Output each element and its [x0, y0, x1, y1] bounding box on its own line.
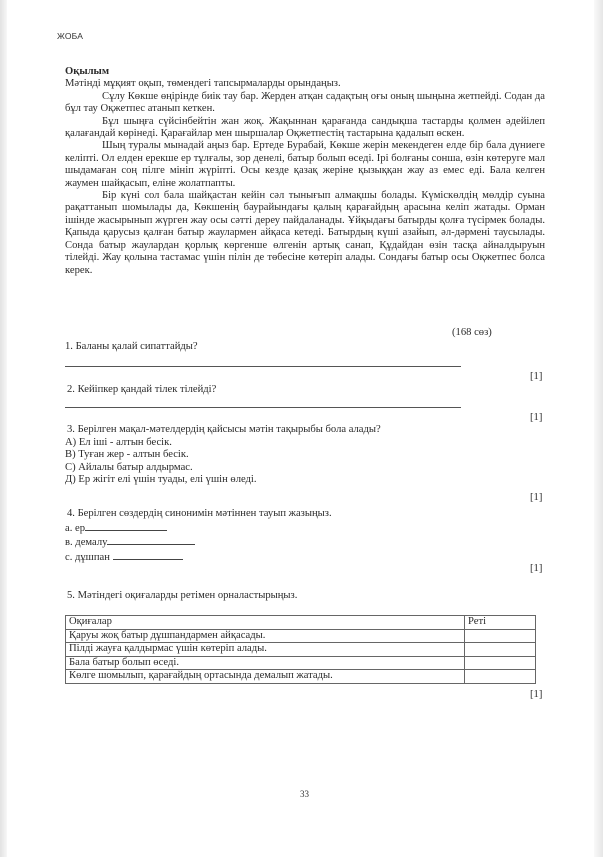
- order-cell[interactable]: [465, 670, 536, 684]
- reading-section: [65, 66, 545, 277]
- table-row: [66, 629, 536, 643]
- text-paragraph-2: Бұл шыңға сүйсінбейтін жан жоқ. Жақыннан қарағанда сандықша тастарды қолмен әдейілеп қалағандай көрінеді. Қарағайлар мен шыршалар Оқжетпестің тастарына қадалып өскен.: [65, 115, 545, 140]
- instruction-text: Мәтінді мұқият оқып, төмендегі тапсырмаларды орындаңыз.: [65, 78, 341, 90]
- question-2-mark: [1]: [530, 412, 543, 423]
- synonym-item-b: [65, 535, 195, 549]
- table-row: [66, 643, 536, 657]
- question-4-items: [65, 521, 195, 564]
- synonym-answer-blank[interactable]: [85, 521, 167, 531]
- order-cell[interactable]: [465, 629, 536, 643]
- page-shadow-left: [0, 0, 7, 857]
- synonym-answer-blank[interactable]: [113, 550, 183, 560]
- table-header-row: [66, 616, 536, 630]
- question-1-answer-line[interactable]: [65, 366, 461, 367]
- question-3-mark: [1]: [530, 492, 543, 503]
- option-c[interactable]: С) Айлалы батыр алдырмас.: [65, 461, 193, 473]
- page-number: 33: [300, 789, 309, 799]
- option-a[interactable]: А) Ел іші - алтын бесік.: [65, 437, 172, 448]
- question-3-options: [65, 437, 257, 487]
- order-cell[interactable]: [465, 656, 536, 670]
- synonym-word: а. ер: [65, 523, 85, 534]
- synonym-item-c: [65, 550, 195, 564]
- option-b[interactable]: В) Туған жер - алтын бесік.: [65, 449, 189, 461]
- synonym-word: в. демалу: [65, 537, 108, 549]
- question-4: 4. Берілген сөздердің синонимін мәтіннен тауып жазыңыз.: [67, 508, 332, 519]
- text-paragraph-4: Бір күні сол бала шайқастан кейін сәл тынығып алмақшы болады. Күміскөлдің мөлдір суына рақаттанып шомылады да, Көкшенің баурайындағы қалың қарағайдың арасына келіп жатады. Орман ішінде жасырынып жүрген жау осы сәтті дереу пайдаланады. Ұйқыдағы батырды қолға түсірмек болады. Қапыда қарусыз қалған батыр жаулармен айқаса кетеді. Батырдың күші азайып, әл-дәрмені таусылады. Сонда батыр жаулардан қорлық көргенше өлгенін артық санап, Құдайдан өзін тасқа айналдыруын тілейді. Жау қолына тастамас үшін пілін де төбесіне көтеріп алады. Сондағы батыр осы Оқжетпес болса керек.: [65, 190, 545, 276]
- order-cell[interactable]: [465, 643, 536, 657]
- page-shadow-right: [594, 0, 603, 857]
- question-3: 3. Берілген мақал-мәтелдердің қайсысы мәтін тақырыбы бола алады?: [67, 424, 381, 435]
- draft-header-mark: ЖОБА: [57, 31, 84, 41]
- event-cell: Қаруы жоқ батыр дұшпандармен айқасады.: [66, 629, 465, 643]
- section-title: Оқылым: [65, 66, 110, 77]
- events-order-table: [65, 615, 536, 684]
- text-paragraph-3: Шың туралы мынадай аңыз бар. Ертеде Бурабай, Көкше жерін мекендеген елде бір бала дүниеге келіпті. Ол елден ерекше ер тұлғалы, зор денелі, батыр болып өседі. Ірі болғаны сонша, өзін көтеруге мал шыдамаған соң пілге мініп жүріпті. Осы кезде қазақ жеріне қызыққан жау аз емес еді. Бала келген жаумен шайқасып, еліне жолатпапты.: [65, 140, 545, 189]
- synonym-word: с. дұшпан: [65, 551, 110, 563]
- synonym-item-a: [65, 521, 195, 535]
- event-cell: Көлге шомылып, қарағайдың ортасында демалып жатады.: [66, 670, 465, 684]
- table-row: [66, 670, 536, 684]
- column-header-order: Реті: [465, 616, 536, 630]
- question-2: 2. Кейіпкер қандай тілек тілейді?: [67, 384, 217, 395]
- text-paragraph-1: Сұлу Көкше өңірінде биік тау бар. Жерден атқан садақтың оғы оның шыңына жетпейді. Содан да бұл тау Оқжетпес атанып кеткен.: [65, 90, 545, 115]
- option-d[interactable]: Д) Ер жігіт елі үшін туады, елі үшін өледі.: [65, 474, 257, 486]
- question-5-mark: [1]: [530, 689, 543, 700]
- question-1: 1. Баланы қалай сипаттайды?: [65, 341, 198, 352]
- synonym-answer-blank[interactable]: [107, 535, 195, 545]
- event-cell: Бала батыр болып өседі.: [66, 656, 465, 670]
- column-header-events: Оқиғалар: [66, 616, 465, 630]
- question-1-mark: [1]: [530, 371, 543, 382]
- event-cell: Пілді жауға қалдырмас үшін көтеріп алады.: [66, 643, 465, 657]
- question-2-answer-line[interactable]: [65, 407, 461, 408]
- question-5: 5. Мәтіндегі оқиғаларды ретімен орналастырыңыз.: [67, 590, 298, 601]
- word-count: (168 сөз): [452, 327, 492, 338]
- table-row: [66, 656, 536, 670]
- question-4-mark: [1]: [530, 563, 543, 574]
